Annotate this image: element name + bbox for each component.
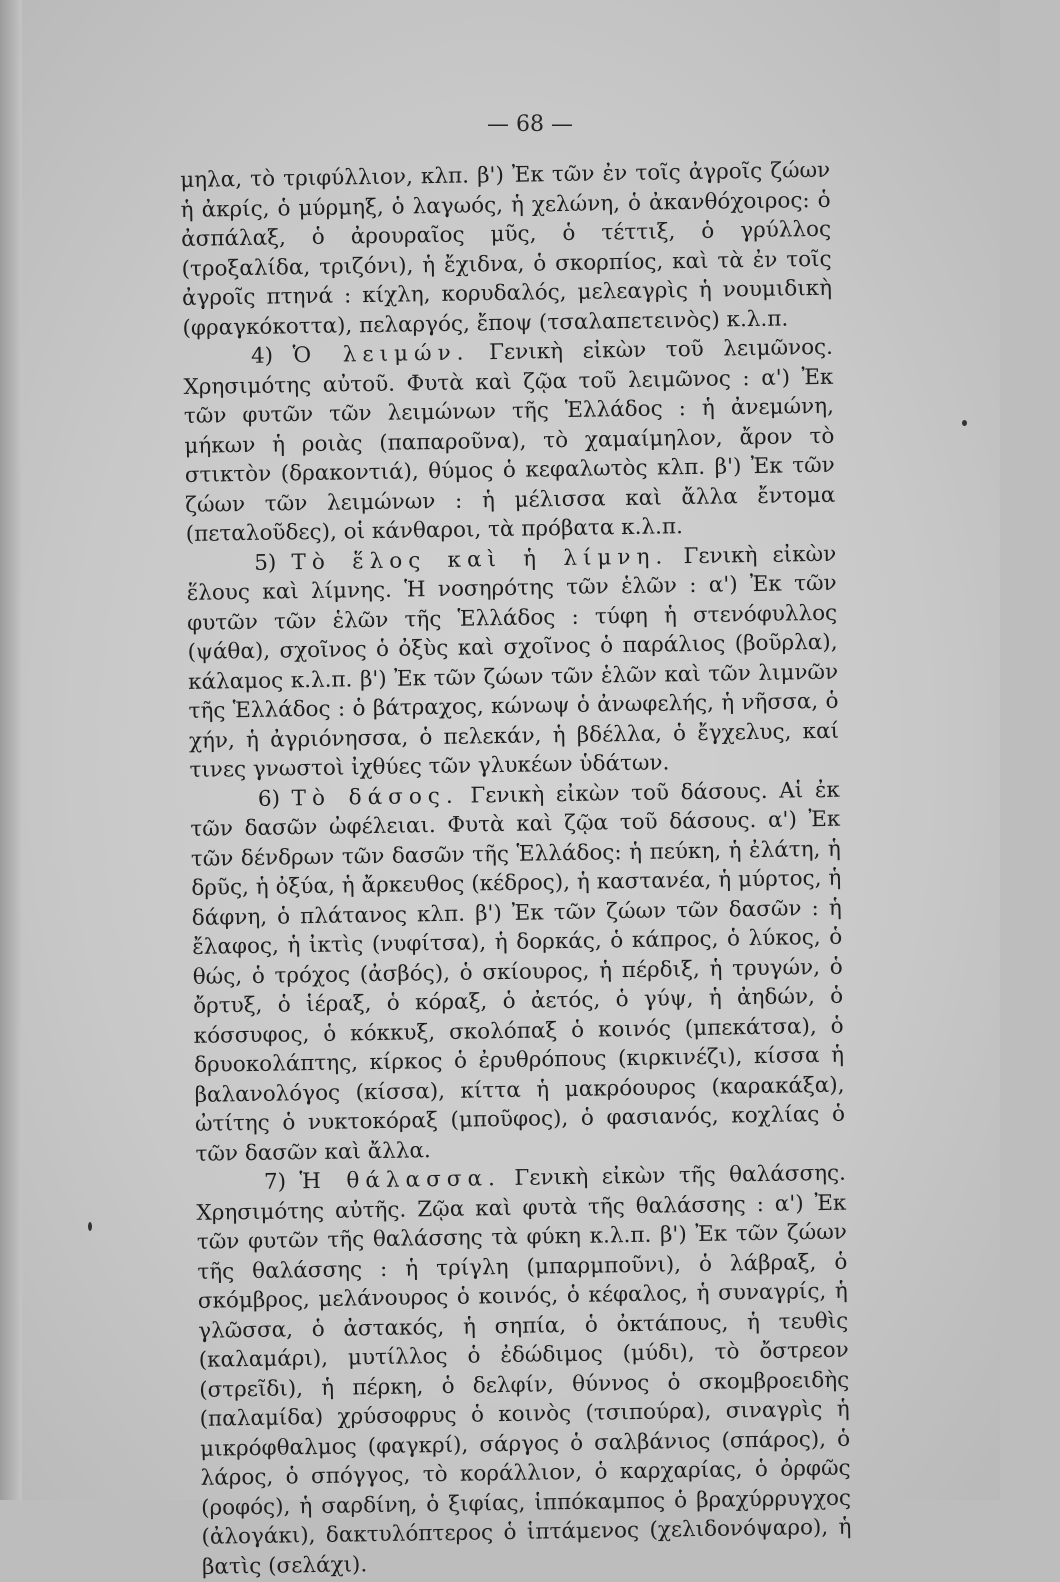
paragraph-text: Γενικὴ εἰκὼν τοῦ δάσους. Αἱ ἐκ τῶν δασῶν ὠφέλειαι. Φυτὰ καὶ ζῷα τοῦ δάσους. α') Ἐκ τῶν δένδρων τῶν δασῶν τῆς Ἑλλάδος: ἡ πεύκη, ἡ ἐλάτη, ἡ δρῦς, ἡ ὀξύα, ἡ ἄρκευθος (κέδρος), ἡ καστανέα, ἡ μύρτος, ἡ δάφνη, ὁ πλάτανος κλπ. β') Ἐκ τῶν ζώων τῶν δασῶν : ἡ ἔλαφος, ἡ ἰκτὶς (νυφίτσα), ἡ δορκάς, ὁ κάπρος, ὁ λύκος, ὁ θώς, ὁ τρόχος (ἀσβός), ὁ σκίουρος, ἡ πέρδιξ, ἡ τρυγών, ὁ ὄρτυξ, ὁ ἱέραξ, ὁ κόραξ, ὁ ἀετός, ὁ γύψ, ἡ ἀηδών, ὁ κόσσυφος, ὁ κόκκυξ, σκολόπαξ ὁ κοινός (μπεκάτσα), ὁ δρυοκολάπτης, κίρκος ὁ ἐρυθρόπους (κιρκινέζι), κίσσα ἡ βαλανολόγος (κίσσα), κίττα ἡ μακρόουρος (καρακάξα), ὠτίτης ὁ νυκτοκόραξ (μποῦφος), ὁ φασιανός, κοχλίας ὁ τῶν δασῶν καὶ ἄλλα. [190, 777, 846, 1167]
page-shadow-edge [0, 0, 22, 1500]
paragraph-meadow [183, 333, 836, 550]
paragraph-marsh-lake [186, 539, 840, 785]
body-text [180, 156, 852, 1582]
paragraph-text: Γενικὴ εἰκὼν ἕλους καὶ λίμνης. Ἡ νοσηρότης τῶν ἑλῶν : α') Ἐκ τῶν φυτῶν τῶν ἑλῶν τῆς Ἑλλάδος : τύφη ἡ στενόφυλλος (ψάθα), σχοῖνος ὁ ὀξὺς καὶ σχοῖνος ὁ παράλιος (βοῦρλα), κάλαμος κ.λ.π. β') Ἐκ τῶν ζώων τῶν ἑλῶν καὶ τῶν λιμνῶν τῆς Ἑλλάδος : ὁ βάτραχος, κώνωψ ὁ ἀνωφελής, ἡ νῆσσα, ὁ χήν, ἡ ἀγριόνησσα, ὁ πελεκάν, ἡ βδέλλα, ὁ ἔγχελυς, καί τινες γνωστοὶ ἰχθύες τῶν γλυκέων ὑδάτων. [186, 541, 840, 783]
section-number: 7) [263, 1169, 287, 1195]
section-number: 4) [250, 343, 274, 369]
paragraph-forest [190, 775, 846, 1169]
paragraph-text: Γενικὴ εἰκὼν τῆς θαλάσσης. Χρησιμότης αὐτῆς. Ζῷα καὶ φυτὰ τῆς θαλάσσης : α') Ἐκ τῶν φυτῶν τῆς θαλάσσης τὰ φύκη κ.λ.π. β') Ἐκ τῶν ζώων τῆς θαλάσσης : ἡ τρίγλη (μπαρμποῦνι), ὁ λάβραξ, ὁ σκόμβρος, μελάνουρος ὁ κοινός, ὁ κέφαλος, ἡ συναγρίς, ἡ γλῶσσα, ὁ ἀστακός, ἡ σηπία, ὁ ὀκτάπους, ἡ τευθὶς (καλαμάρι), μυτίλλος ὁ ἐδώδιμος (μύδι), τὸ ὄστρεον (στρεῖδι), ἡ πέρκη, ὁ δελφίν, θύννος ὁ σκομβροειδὴς (παλαμίδα) χρύσοφρυς ὁ κοινὸς (τσιπούρα), σιναγρὶς ἡ μικρόφθαλμος (φαγκρί), σάργος ὁ σαλβάνιος (σπάρος), ὁ λάρος, ὁ σπόγγος, τὸ κοράλλιον, ὁ καρχαρίας, ὁ ὀρφῶς (ροφός), ἡ σαρδίνη, ὁ ξιφίας, ἱππόκαμπος ὁ βραχύρρυγχος (ἀλογάκι), δακτυλόπτερος ὁ ἱπτάμενος (χελιδονόψαρο), ἡ βατὶς (σελάχι). [196, 1160, 852, 1580]
section-heading: Τὸ ἕλος καὶ ἡ λίμνη. [291, 543, 669, 575]
paragraph-fields-fauna [180, 156, 833, 343]
section-number: 6) [257, 786, 281, 812]
section-number: 5) [254, 550, 277, 576]
section-heading: Ἡ θάλασσα. [299, 1166, 502, 1195]
paragraph-sea [196, 1159, 852, 1582]
ink-speck [962, 420, 967, 426]
ink-speck [88, 1222, 92, 1231]
paragraph-text: Γενικὴ εἰκὼν τοῦ λειμῶνος. Χρησιμότης αὐτοῦ. Φυτὰ καὶ ζῷα τοῦ λειμῶνος : α') Ἐκ τῶν φυτῶν τῶν λειμώνων τῆς Ἑλλάδος : ἡ ἀνεμώνη, μήκων ἡ ροιὰς (παπαροῦνα), τὸ χαμαίμηλον, ἄρον τὸ στικτὸν (δρακοντιά), θύμος ὁ κεφαλωτὸς κλπ. β') Ἐκ τῶν ζώων τῶν λειμώνων : ἡ μέλισσα καὶ ἄλλα ἔντομα (πεταλοῦδες), οἱ κάνθαροι, τὰ πρόβατα κ.λ.π. [183, 334, 836, 547]
section-heading: Ὁ λειμών. [292, 340, 470, 369]
paragraph-text: μηλα, τὸ τριφύλλιον, κλπ. β') Ἐκ τῶν ἐν τοῖς ἀγροῖς ζώων ἡ ἀκρίς, ὁ μύρμηξ, ὁ λαγωός, ἡ χελώνη, ὁ ἀκανθόχοιρος: ὁ ἀσπάλαξ, ὁ ἀρουραῖος μῦς, ὁ τέττιξ, ὁ γρύλλος (τροξαλίδα, τριζόνι), ἡ ἔχιδνα, ὁ σκορπίος, καὶ τὰ ἐν τοῖς ἀγροῖς πτηνά : κίχλη, κορυδαλός, μελεαγρὶς ἡ νουμιδικὴ (φραγκόκοττα), πελαργός, ἔποψ (τσαλαπετεινὸς) κ.λ.π. [180, 157, 833, 341]
page-number: — 68 — [487, 112, 573, 137]
section-heading: Τὸ δάσος. [291, 783, 459, 811]
